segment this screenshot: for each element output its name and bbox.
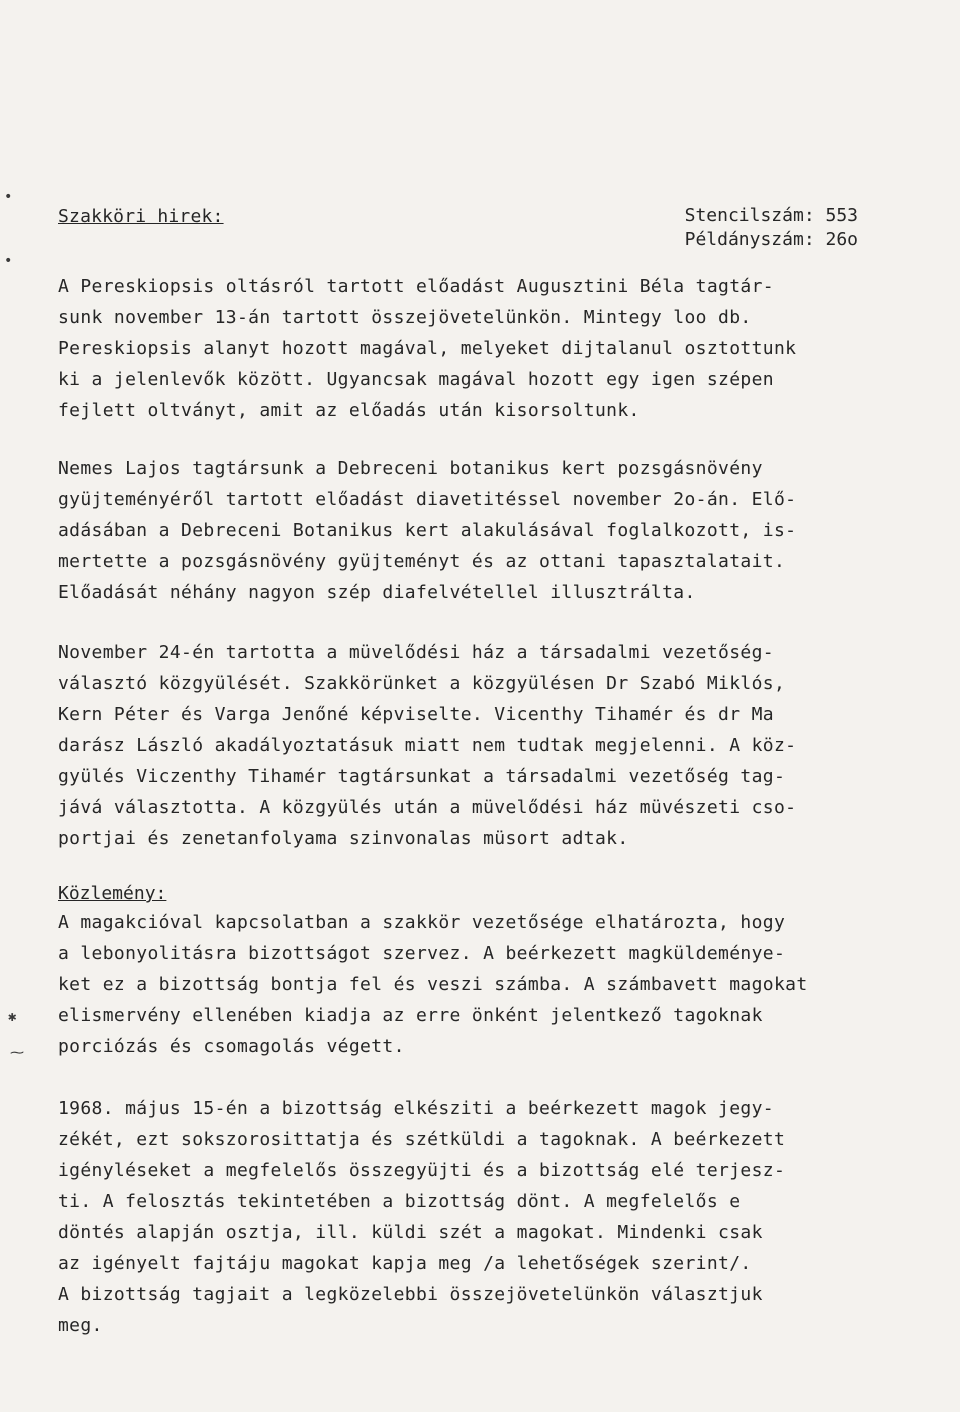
margin-dot-mark: • [4, 189, 13, 205]
margin-dot-mark: • [4, 253, 13, 269]
stencil-number: Stencilszám: 553 [684, 205, 858, 226]
notice-section [58, 881, 878, 1062]
text-line: választó közgyülését. Szakkörünket a közgyülésen Dr Szabó Miklós, [58, 673, 786, 694]
text-line: darász László akadályoztatásuk miatt nem tudtak megjelenni. A köz- [58, 735, 797, 756]
text-line: az igényelt fajtáju magokat kapja meg /a lehetőségek szerint/. [58, 1253, 752, 1274]
text-line: döntés alapján osztja, ill. küldi szét a magokat. Mindenki csak [58, 1222, 763, 1243]
text-line: sunk november 13-án tartott összejövetelünkön. Mintegy loo db. [58, 307, 752, 328]
text-line: portjai és zenetanfolyama szinvonalas müsort adtak. [58, 828, 629, 849]
copies-number: Példányszám: 26o [684, 229, 858, 250]
section-title: Szakköri hirek: [58, 206, 224, 227]
text-line: gyüjteményéről tartott előadást diavetitéssel november 2o-án. Elő- [58, 489, 797, 510]
text-line: Kern Péter és Varga Jenőné képviselte. Vicenthy Tihamér és dr Ma [58, 704, 774, 725]
text-line: ti. A felosztás tekintetében a bizottság dönt. A megfelelős e [58, 1191, 741, 1212]
text-line: igényléseket a megfelelős összegyüjti és a bizottság elé terjesz- [58, 1160, 786, 1181]
text-line: ket ez a bizottság bontja fel és veszi számba. A számbavett magokat [58, 974, 808, 995]
text-line: elismervény ellenében kiadja az erre önként jelentkező tagoknak [58, 1005, 763, 1026]
text-line: A magakcióval kapcsolatban a szakkör vezetősége elhatározta, hogy [58, 912, 786, 933]
text-line: 1968. május 15-én a bizottság elkésziti a beérkezett magok jegy- [58, 1098, 774, 1119]
text-line: meg. [58, 1315, 103, 1336]
text-line: fejlett oltványt, amit az előadás után kisorsoltunk. [58, 400, 640, 421]
text-line: adásában a Debreceni Botanikus kert alakulásával foglalkozott, is- [58, 520, 797, 541]
text-line: zékét, ezt sokszorosittatja és szétküldi a tagoknak. A beérkezett [58, 1129, 786, 1150]
text-line: jává választotta. A közgyülés után a müvelődési ház müvészeti cso- [58, 797, 797, 818]
text-line: mertette a pozsgásnövény gyüjteményt és az ottani tapasztalatait. [58, 551, 786, 572]
text-line: A Pereskiopsis oltásról tartott előadást Augusztini Béla tagtár- [58, 276, 774, 297]
notice-heading: Közlemény: [58, 883, 167, 904]
margin-scribble-mark: ✱ [8, 1009, 17, 1025]
text-line: Előadását néhány nagyon szép diafelvétellel illusztrálta. [58, 582, 696, 603]
document-header [58, 202, 858, 252]
text-line: November 24-én tartotta a müvelődési ház a társadalmi vezetőség- [58, 642, 774, 663]
text-line: a lebonyolitásra bizottságot szervez. A beérkezett magküldeménye- [58, 943, 786, 964]
margin-scribble-mark: ⁓ [10, 1045, 24, 1061]
text-line: Nemes Lajos tagtársunk a Debreceni botanikus kert pozsgásnövény [58, 458, 763, 479]
text-line: ki a jelenlevők között. Ugyancsak magával hozott egy igen szépen [58, 369, 774, 390]
paragraph-lecture-debrecen [58, 453, 878, 608]
text-line: A bizottság tagjait a legközelebbi összejövetelünkön választjuk [58, 1284, 763, 1305]
text-line: porciózás és csomagolás végett. [58, 1036, 405, 1057]
stencil-meta [685, 204, 858, 252]
paragraph-schedule [58, 1093, 878, 1341]
text-line: gyülés Viczenthy Tihamér tagtársunkat a társadalmi vezetőség tag- [58, 766, 786, 787]
paragraph-lecture-pereskiopsis [58, 271, 878, 426]
text-line: Pereskiopsis alanyt hozott magával, melyeket dijtalanul osztottunk [58, 338, 797, 359]
paragraph-general-assembly [58, 637, 878, 854]
